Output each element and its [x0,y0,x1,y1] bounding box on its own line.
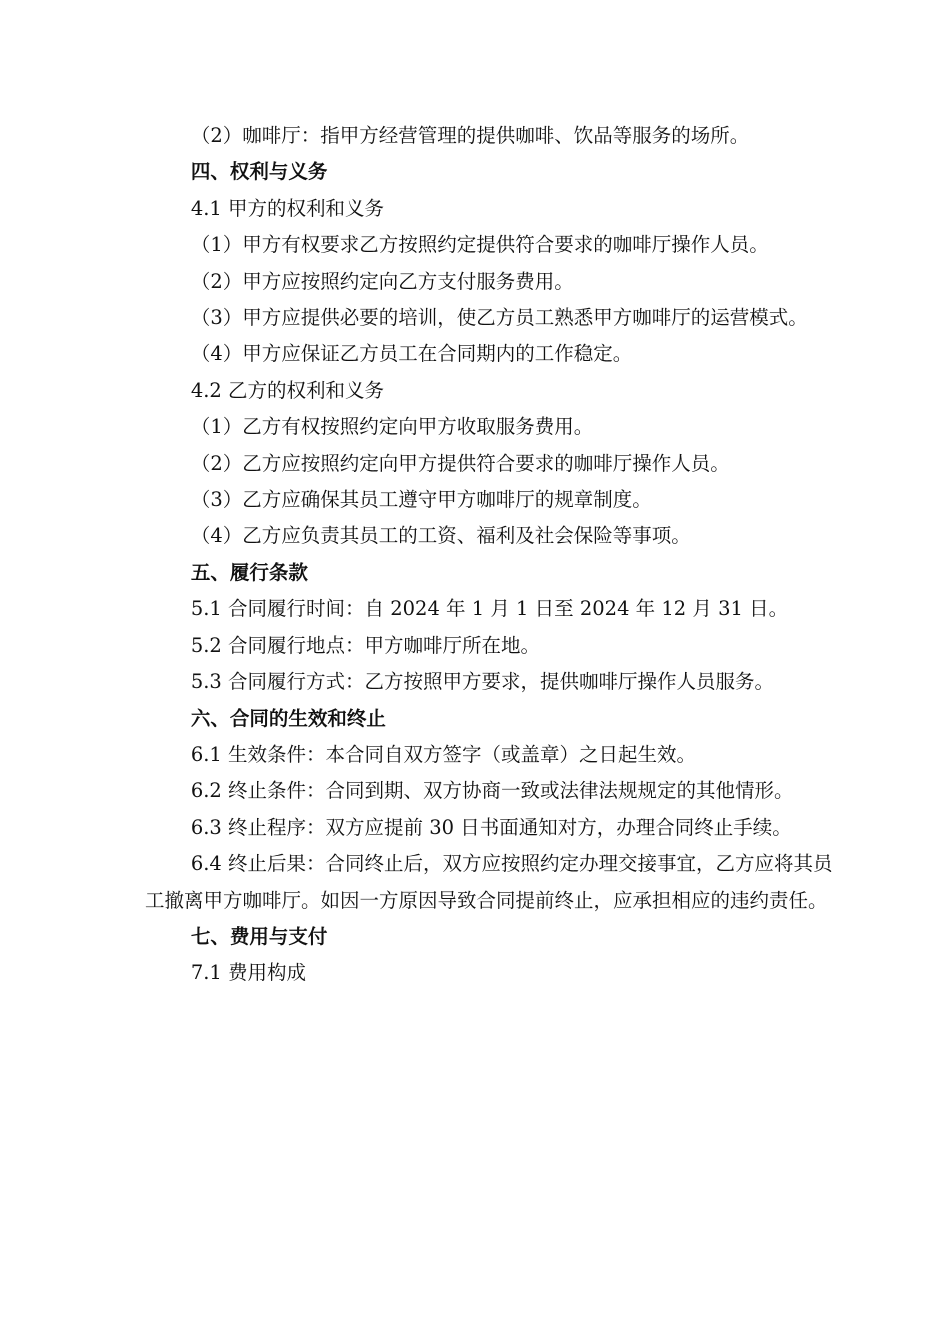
section-heading-performance: 五、履行条款 [190,560,308,584]
section-heading-effect-termination: 六、合同的生效和终止 [190,706,386,730]
paragraph-definition-cafe: （2）咖啡厅：指甲方经营管理的提供咖啡、饮品等服务的场所。 [190,124,750,147]
paragraph-party-b-2: （2）乙方应按照约定向甲方提供符合要求的咖啡厅操作人员。 [190,451,730,475]
paragraph-effect-condition: 6.1 生效条件：本合同自双方签字（或盖章）之日起生效。 [190,742,697,766]
paragraph-party-a-3: （3）甲方应提供必要的培训，使乙方员工熟悉甲方咖啡厅的运营模式。 [190,306,808,330]
paragraph-party-b-4: （4）乙方应负责其员工的工资、福利及社会保险等事项。 [190,524,691,548]
paragraph-party-b-1: （1）乙方有权按照约定向甲方收取服务费用。 [190,415,594,439]
paragraph-party-a-2: （2）甲方应按照约定向乙方支付服务费用。 [190,269,574,293]
paragraph-performance-method: 5.3 合同履行方式：乙方按照甲方要求，提供咖啡厅操作人员服务。 [190,670,775,694]
paragraph-termination-procedure: 6.3 终止程序：双方应提前 30 日书面通知对方，办理合同终止手续。 [190,815,792,839]
subsection-heading-party-a: 4.1 甲方的权利和义务 [190,196,385,220]
paragraph-party-a-1: （1）甲方有权要求乙方按照约定提供符合要求的咖啡厅操作人员。 [190,233,769,257]
paragraph-termination-consequence: 6.4 终止后果：合同终止后，双方应按照约定办理交接事宜，乙方应将其员工撤离甲方咖啡厅。如因一方原因导致合同提前终止，应承担相应的违约责任。 [145,852,833,912]
paragraph-performance-location: 5.2 合同履行地点：甲方咖啡厅所在地。 [190,633,541,657]
paragraph-performance-time: 5.1 合同履行时间：自 2024 年 1 月 1 日至 2024 年 12 月 31 日。 [190,597,789,621]
document-page [145,118,835,992]
paragraph-termination-condition: 6.2 终止条件：合同到期、双方协商一致或法律法规规定的其他情形。 [190,779,794,803]
paragraph-party-b-3: （3）乙方应确保其员工遵守甲方咖啡厅的规章制度。 [190,488,652,512]
section-heading-rights-obligations: 四、权利与义务 [190,160,328,184]
section-heading-fees-payment: 七、费用与支付 [190,924,328,948]
subsection-heading-fee-structure: 7.1 费用构成 [190,961,307,985]
subsection-heading-party-b: 4.2 乙方的权利和义务 [190,378,385,402]
paragraph-party-a-4: （4）甲方应保证乙方员工在合同期内的工作稳定。 [190,342,633,366]
